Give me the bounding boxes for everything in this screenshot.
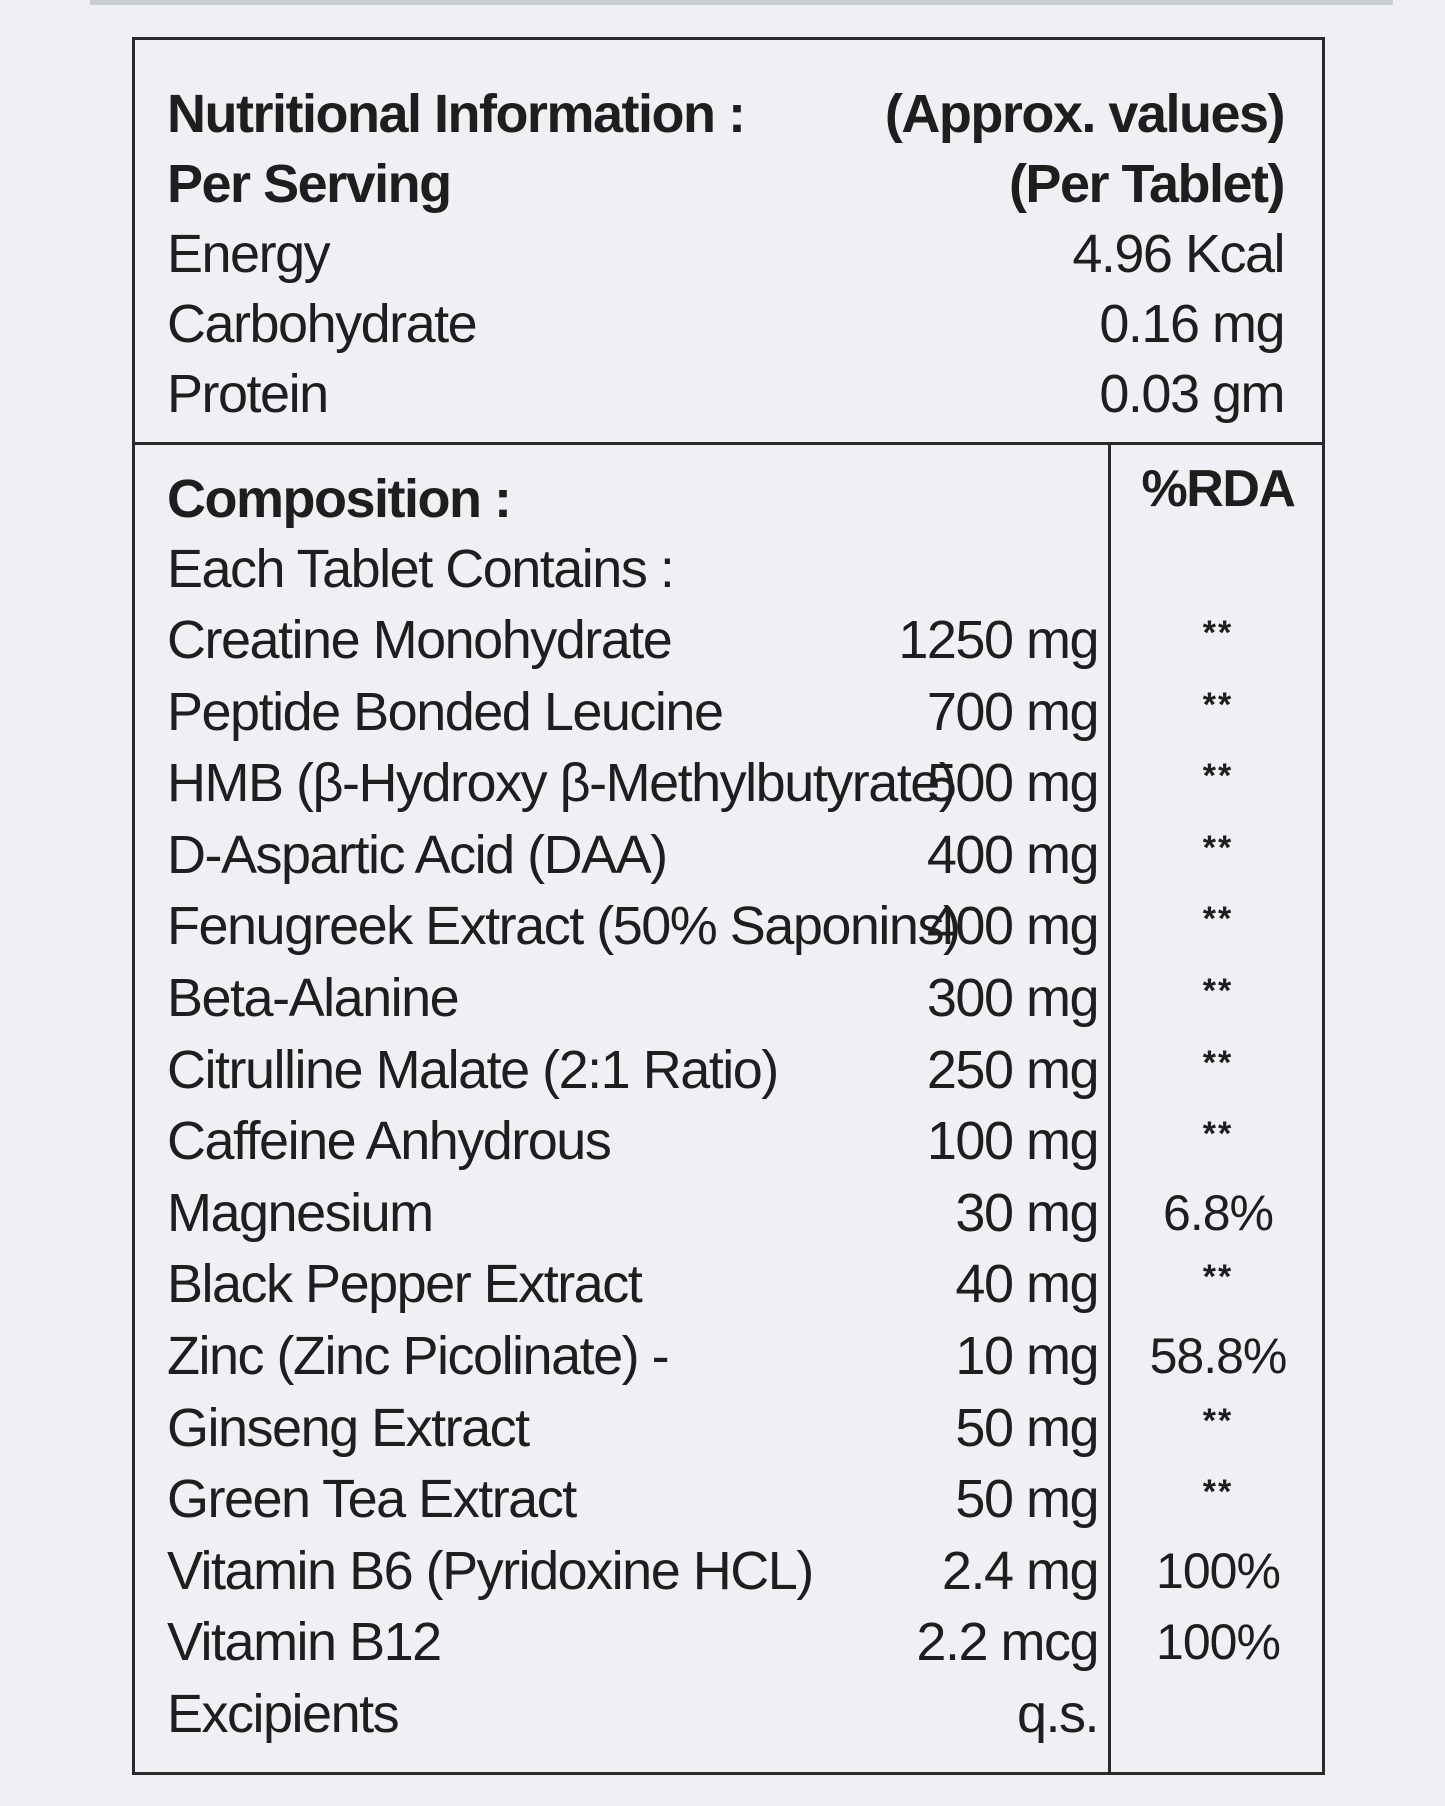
ingredient-name: D-Aspartic Acid (DAA)	[167, 825, 667, 885]
ingredient-amount: 250 mg	[926, 1040, 1098, 1100]
serving-row	[167, 148, 1284, 220]
ingredient-amount: 10 mg	[955, 1326, 1098, 1386]
nutrient-value: 0.16 mg	[1099, 294, 1284, 354]
ingredient-rda: **	[1202, 1402, 1234, 1440]
ingredient-amount: 30 mg	[955, 1183, 1098, 1243]
ingredient-rda: **	[1202, 1473, 1234, 1511]
ingredient-amount: 700 mg	[926, 682, 1098, 742]
ingredient-name: Black Pepper Extract	[167, 1254, 642, 1314]
ingredient-rda: **	[1202, 1258, 1234, 1296]
ingredient-name: Citrulline Malate (2:1 Ratio)	[167, 1040, 778, 1100]
nutrition-label-box	[132, 37, 1325, 1775]
nutrition-title-row	[167, 78, 1284, 150]
ingredient-name: Beta-Alanine	[167, 968, 459, 1028]
ingredient-rda: **	[1202, 686, 1234, 724]
serving-note: (Per Tablet)	[1008, 154, 1284, 214]
ingredient-amount: 2.2 mcg	[916, 1612, 1098, 1672]
ingredient-name: Ginseng Extract	[167, 1398, 529, 1458]
ingredient-amount: 2.4 mg	[941, 1541, 1098, 1601]
ingredient-amount: 500 mg	[926, 753, 1098, 813]
ingredient-name: Zinc (Zinc Picolinate) -	[167, 1326, 669, 1386]
top-divider	[90, 0, 1393, 5]
ingredient-name: HMB (β-Hydroxy β-Methylbutyrate)	[167, 753, 956, 813]
ingredient-name: Green Tea Extract	[167, 1469, 576, 1529]
ingredient-name: Magnesium	[167, 1183, 433, 1243]
ingredient-rda	[1111, 1678, 1325, 1750]
ingredient-rda: **	[1202, 1115, 1234, 1153]
ingredient-amount: 1250 mg	[898, 610, 1098, 670]
ingredient-amount: 40 mg	[955, 1254, 1098, 1314]
nutrient-name: Protein	[167, 364, 328, 424]
ingredient-name: Creatine Monohydrate	[167, 610, 672, 670]
ingredient-name: Vitamin B12	[167, 1612, 441, 1672]
ingredient-rda: **	[1202, 614, 1234, 652]
nutrient-value: 4.96 Kcal	[1072, 224, 1284, 284]
nutrition-row-carbohydrate	[167, 288, 1284, 360]
ingredient-amount: 50 mg	[955, 1469, 1098, 1529]
ingredient-rda: **	[1202, 900, 1234, 938]
ingredient-rda: 58.8%	[1149, 1328, 1287, 1384]
ingredient-name: Peptide Bonded Leucine	[167, 682, 723, 742]
nutrition-title-note: (Approx. values)	[884, 84, 1284, 144]
composition-subtitle: Each Tablet Contains :	[167, 539, 674, 599]
ingredient-rda: **	[1202, 1044, 1234, 1082]
ingredient-name: Fenugreek Extract (50% Saponins)	[167, 896, 960, 956]
ingredient-rda: **	[1202, 972, 1234, 1010]
ingredient-amount: 100 mg	[926, 1111, 1098, 1171]
ingredient-name: Excipients	[167, 1684, 399, 1744]
ingredient-amount: 400 mg	[926, 825, 1098, 885]
serving-label: Per Serving	[167, 154, 451, 214]
nutrition-row-protein	[167, 358, 1284, 430]
composition-title: Composition :	[167, 469, 511, 529]
nutrient-name: Carbohydrate	[167, 294, 477, 354]
nutritional-information-section	[135, 40, 1322, 445]
nutrition-title: Nutritional Information :	[167, 84, 745, 144]
ingredient-rda: **	[1202, 757, 1234, 795]
nutrient-name: Energy	[167, 224, 330, 284]
ingredient-rda: 6.8%	[1163, 1185, 1273, 1241]
ingredient-name: Vitamin B6 (Pyridoxine HCL)	[167, 1541, 813, 1601]
ingredient-rda: 100%	[1156, 1543, 1280, 1599]
ingredient-amount: 400 mg	[926, 896, 1098, 956]
ingredient-amount: 300 mg	[926, 968, 1098, 1028]
ingredient-amount: q.s.	[1016, 1684, 1098, 1744]
ingredient-name: Caffeine Anhydrous	[167, 1111, 611, 1171]
rda-header: %RDA	[1141, 460, 1295, 518]
nutrient-value: 0.03 gm	[1099, 364, 1284, 424]
composition-section	[135, 445, 1322, 1772]
ingredient-amount: 50 mg	[955, 1398, 1098, 1458]
nutrition-row-energy	[167, 218, 1284, 290]
ingredient-rda: **	[1202, 829, 1234, 867]
ingredient-rda: 100%	[1156, 1614, 1280, 1670]
